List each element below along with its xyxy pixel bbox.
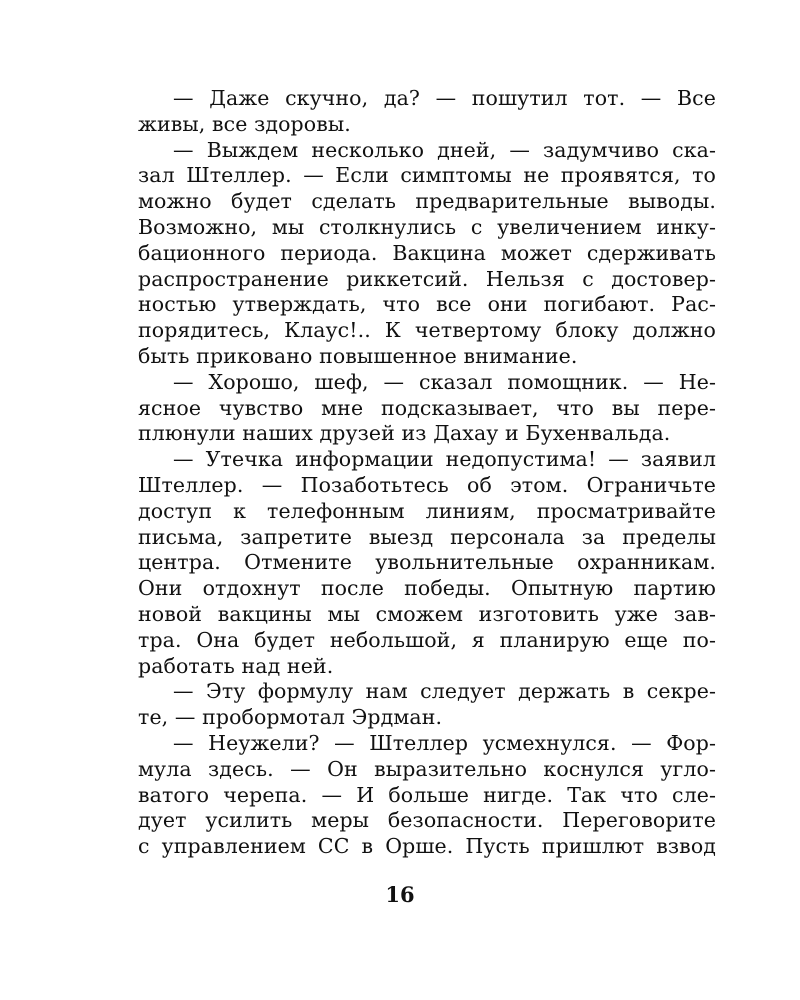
text-line: можно будет сделать предварительные выводы. [138, 189, 716, 214]
text-line: Они отдохнут после победы. Опытную партию [138, 576, 716, 601]
text-line: те, — пробормотал Эрдман. [138, 705, 443, 730]
text-line: — Выждем несколько дней, — задумчиво ска- [173, 137, 716, 162]
text-line: центра. Отмените увольнительные охранникам. [138, 550, 716, 575]
text-line: с управлением СС в Орше. Пусть пришлют взвод [138, 834, 716, 859]
text-line: Штеллер. — Позаботьтесь об этом. Ограничьте [138, 472, 716, 497]
text-line: тра. Она будет небольшой, я планирую еще по- [138, 627, 716, 652]
text-line: бационного периода. Вакцина может сдерживать [138, 240, 716, 265]
text-line: распространение риккетсий. Нельзя с достовер- [138, 266, 716, 291]
text-line: порядитесь, Клаус!.. К четвертому блоку должно [138, 318, 716, 343]
text-line: — Даже скучно, да? — пошутил тот. — Все [173, 86, 716, 110]
text-line: плюнули наших друзей из Дахау и Бухенвальда. [138, 421, 671, 446]
text-line: ясное чувство мне подсказывает, что вы пере- [138, 395, 716, 420]
text-line: — Эту формулу нам следует держать в секре- [173, 679, 716, 704]
text-line: работать над ней. [138, 653, 334, 678]
text-line: — Неужели? — Штеллер усмехнулся. — Фор- [173, 730, 716, 755]
text-line: ватого черепа. — И больше нигде. Так что сле- [138, 782, 716, 807]
text-line: — Хорошо, шеф, — сказал помощник. — Не- [173, 369, 716, 394]
text-line: Возможно, мы столкнулись с увеличением инку- [138, 214, 716, 239]
text-line: мула здесь. — Он выразительно коснулся угло- [138, 756, 716, 781]
text-line: — Утечка информации недопустима! — заявил [173, 447, 716, 472]
text-line: новой вакцины мы сможем изготовить уже зав- [138, 601, 716, 626]
text-line: доступ к телефонным линиям, просматривайте [138, 498, 716, 523]
text-line: ностью утверждать, что все они погибают. Рас- [138, 292, 716, 317]
text-line: зал Штеллер. — Если симптомы не проявятся, то [138, 163, 716, 188]
text-line: дует усилить меры безопасности. Переговорите [138, 808, 716, 833]
text-line: быть приковано повышенное внимание. [138, 343, 578, 368]
text-line: живы, все здоровы. [138, 111, 351, 136]
page-number: 16 [385, 882, 415, 907]
body-text [138, 86, 716, 860]
text-line: письма, запретите выезд персонала за пределы [138, 524, 716, 549]
